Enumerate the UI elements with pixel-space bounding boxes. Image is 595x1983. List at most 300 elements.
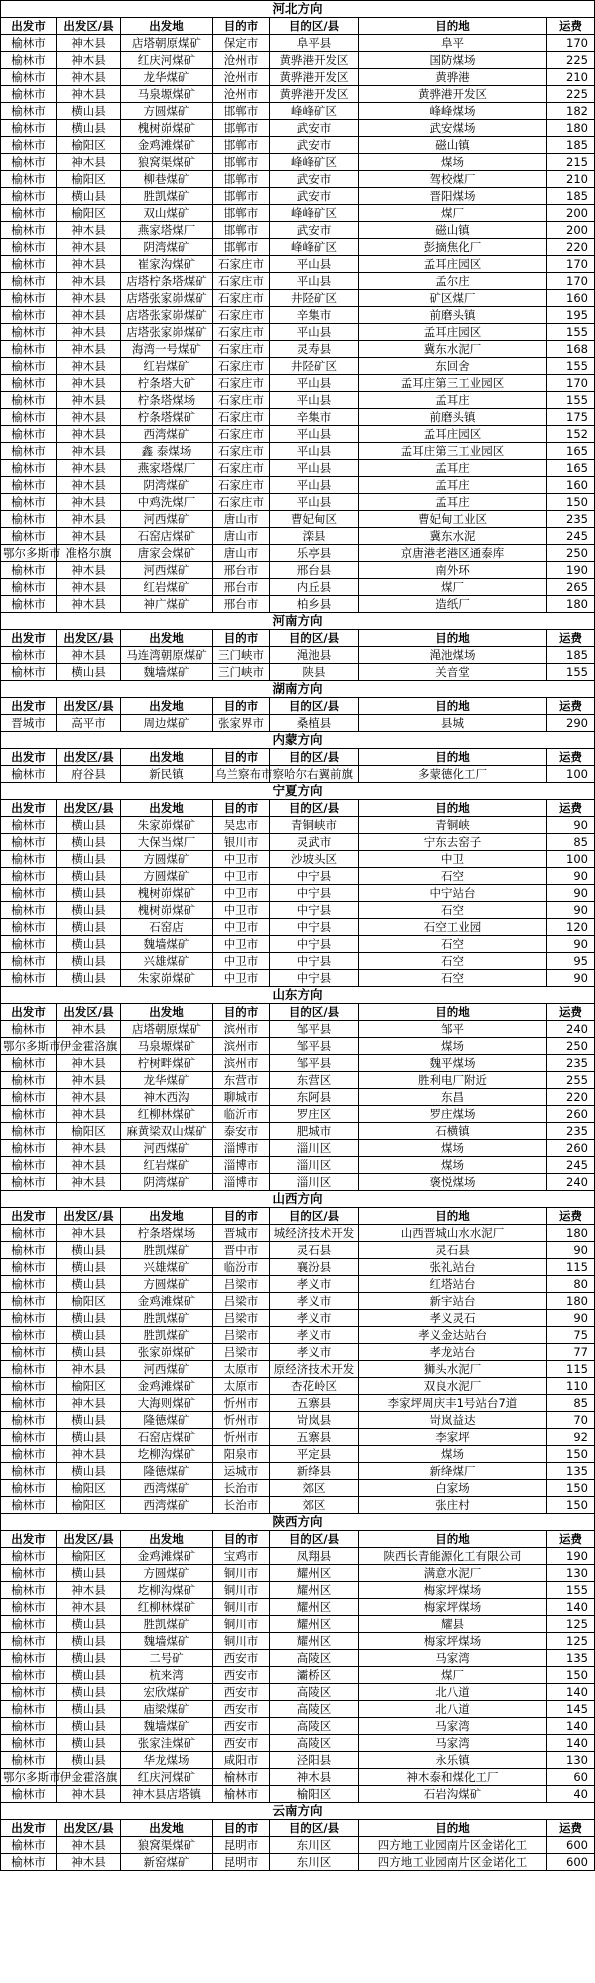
table-cell: 神木县 — [57, 1072, 121, 1089]
fee-cell: 200 — [547, 205, 595, 222]
table-cell: 高平市 — [57, 715, 121, 732]
fee-cell: 260 — [547, 1106, 595, 1123]
table-cell: 淄博市 — [213, 1174, 270, 1191]
table-cell: 张家峁煤矿 — [121, 1344, 213, 1361]
section-title-row — [1, 732, 595, 749]
table-row — [1, 273, 595, 290]
column-header: 出发区/县 — [57, 1004, 121, 1021]
header-row — [1, 1208, 595, 1225]
table-cell: 铜川市 — [213, 1616, 270, 1633]
table-cell: 新绛煤厂 — [359, 1463, 547, 1480]
table-cell: 榆林市 — [1, 1293, 57, 1310]
table-cell: 晋城市 — [1, 715, 57, 732]
table-row — [1, 494, 595, 511]
table-cell: 井陉矿区 — [270, 358, 359, 375]
table-cell: 榆林市 — [1, 477, 57, 494]
table-cell: 石家庄市 — [213, 477, 270, 494]
table-cell: 黄骅港开发区 — [270, 69, 359, 86]
column-header: 运费 — [547, 630, 595, 647]
table-cell: 西安市 — [213, 1701, 270, 1718]
column-header: 出发地 — [121, 749, 213, 766]
table-cell: 横山县 — [57, 1429, 121, 1446]
table-cell: 中宁县 — [270, 936, 359, 953]
table-cell: 榆林市 — [1, 1684, 57, 1701]
table-row — [1, 1548, 595, 1565]
section-title: 陕西方向 — [1, 1514, 595, 1531]
table-cell: 红岩煤矿 — [121, 1157, 213, 1174]
table-cell: 榆林市 — [1, 868, 57, 885]
table-cell: 沧州市 — [213, 69, 270, 86]
fee-cell: 182 — [547, 103, 595, 120]
table-cell: 北八道 — [359, 1701, 547, 1718]
table-cell: 方圆煤矿 — [121, 1276, 213, 1293]
table-cell: 邯郸市 — [213, 137, 270, 154]
table-cell: 南外环 — [359, 562, 547, 579]
table-cell: 煤厂 — [359, 579, 547, 596]
table-cell: 鄂尔多斯市 — [1, 1038, 57, 1055]
table-cell: 长治市 — [213, 1497, 270, 1514]
table-row — [1, 1497, 595, 1514]
table-cell: 永乐镇 — [359, 1752, 547, 1769]
table-cell: 魏墙煤矿 — [121, 664, 213, 681]
fee-cell: 140 — [547, 1718, 595, 1735]
table-cell: 榆林市 — [1, 1650, 57, 1667]
table-cell: 横山县 — [57, 1752, 121, 1769]
table-cell: 孝义灵石 — [359, 1310, 547, 1327]
table-row — [1, 1242, 595, 1259]
table-cell: 榆林市 — [1, 307, 57, 324]
fee-cell: 180 — [547, 1293, 595, 1310]
table-cell: 平山县 — [270, 392, 359, 409]
table-cell: 榆林市 — [213, 1786, 270, 1803]
table-cell: 榆林市 — [1, 1123, 57, 1140]
table-cell: 吕梁市 — [213, 1293, 270, 1310]
table-cell: 神木泰和煤化工厂 — [359, 1769, 547, 1786]
table-cell: 横山县 — [57, 851, 121, 868]
table-cell: 石家庄市 — [213, 256, 270, 273]
fee-cell: 155 — [547, 664, 595, 681]
table-row — [1, 579, 595, 596]
table-cell: 孝义金达站台 — [359, 1327, 547, 1344]
table-cell: 泾阳县 — [270, 1752, 359, 1769]
table-cell: 张礼站台 — [359, 1259, 547, 1276]
table-cell: 中卫市 — [213, 885, 270, 902]
fee-cell: 245 — [547, 528, 595, 545]
fee-cell: 90 — [547, 868, 595, 885]
table-cell: 神木县 — [57, 1786, 121, 1803]
table-cell: 神木县 — [57, 528, 121, 545]
table-cell: 二号矿 — [121, 1650, 213, 1667]
table-row — [1, 1038, 595, 1055]
fee-cell: 235 — [547, 511, 595, 528]
table-cell: 榆林市 — [1, 205, 57, 222]
table-cell: 黄骅港 — [359, 69, 547, 86]
fee-cell: 152 — [547, 426, 595, 443]
table-cell: 横山县 — [57, 1667, 121, 1684]
table-cell: 冀东水泥厂 — [359, 341, 547, 358]
table-row — [1, 324, 595, 341]
table-cell: 龙华煤矿 — [121, 69, 213, 86]
table-cell: 渑池县 — [270, 647, 359, 664]
table-cell: 邯郸市 — [213, 239, 270, 256]
table-cell: 狼窝渠煤矿 — [121, 1837, 213, 1854]
column-header: 目的地 — [359, 18, 547, 35]
table-cell: 伊金霍洛旗 — [57, 1769, 121, 1786]
table-cell: 马家湾 — [359, 1735, 547, 1752]
table-cell: 峰峰煤场 — [359, 103, 547, 120]
table-cell: 宏欣煤矿 — [121, 1684, 213, 1701]
table-row — [1, 1123, 595, 1140]
table-cell: 原经济技术开发 — [270, 1361, 359, 1378]
fee-cell: 140 — [547, 1684, 595, 1701]
table-cell: 孟耳庄 — [359, 477, 547, 494]
table-cell: 河西煤矿 — [121, 562, 213, 579]
table-row — [1, 1769, 595, 1786]
fee-cell: 85 — [547, 834, 595, 851]
table-cell: 孝义市 — [270, 1344, 359, 1361]
table-cell: 神木县 — [57, 647, 121, 664]
table-cell: 淄川区 — [270, 1140, 359, 1157]
table-row — [1, 35, 595, 52]
table-cell: 关音堂 — [359, 664, 547, 681]
column-header: 运费 — [547, 1531, 595, 1548]
table-cell: 冀东水泥 — [359, 528, 547, 545]
fee-cell: 150 — [547, 1480, 595, 1497]
table-cell: 咸阳市 — [213, 1752, 270, 1769]
table-cell: 榆林市 — [1, 69, 57, 86]
table-cell: 西湾煤矿 — [121, 1497, 213, 1514]
table-cell: 磁山镇 — [359, 137, 547, 154]
table-cell: 武安市 — [270, 222, 359, 239]
column-header: 出发市 — [1, 630, 57, 647]
table-row — [1, 1616, 595, 1633]
fee-cell: 95 — [547, 953, 595, 970]
table-cell: 横山县 — [57, 1633, 121, 1650]
table-cell: 红柳林煤矿 — [121, 1599, 213, 1616]
table-cell: 魏墙煤矿 — [121, 1633, 213, 1650]
table-cell: 神木县 — [57, 1089, 121, 1106]
column-header: 目的地 — [359, 1531, 547, 1548]
table-cell: 唐山市 — [213, 511, 270, 528]
column-header: 目的区/县 — [270, 1004, 359, 1021]
table-cell: 石家庄市 — [213, 324, 270, 341]
table-row — [1, 1684, 595, 1701]
table-cell: 泰安市 — [213, 1123, 270, 1140]
table-row — [1, 970, 595, 987]
table-cell: 榆林市 — [1, 35, 57, 52]
table-cell: 新窑煤矿 — [121, 1854, 213, 1871]
table-cell: 陕西长青能源化工有限公司 — [359, 1548, 547, 1565]
table-cell: 榆林市 — [1, 953, 57, 970]
table-cell: 宁东去窑子 — [359, 834, 547, 851]
table-cell: 榆阳区 — [57, 137, 121, 154]
table-cell: 横山县 — [57, 1242, 121, 1259]
table-cell: 榆林市 — [1, 324, 57, 341]
table-cell: 柠树畔煤矿 — [121, 1055, 213, 1072]
table-cell: 中卫市 — [213, 970, 270, 987]
table-cell: 神木县 — [57, 1157, 121, 1174]
table-cell: 张家洼煤矿 — [121, 1735, 213, 1752]
table-cell: 孟耳庄 — [359, 494, 547, 511]
table-row — [1, 511, 595, 528]
table-cell: 武安市 — [270, 171, 359, 188]
table-cell: 神木县 — [57, 1225, 121, 1242]
table-cell: 横山县 — [57, 1463, 121, 1480]
table-cell: 石窑店煤矿 — [121, 1429, 213, 1446]
table-cell: 华龙煤场 — [121, 1752, 213, 1769]
table-cell: 乌兰察布市察哈尔右翼前旗 — [213, 766, 270, 783]
table-cell: 东阿县 — [270, 1089, 359, 1106]
fee-cell: 215 — [547, 154, 595, 171]
table-cell: 城经济技术开发 — [270, 1225, 359, 1242]
table-row — [1, 1106, 595, 1123]
table-cell: 唐家会煤矿 — [121, 545, 213, 562]
table-cell: 平山县 — [270, 460, 359, 477]
table-cell: 罗庄煤场 — [359, 1106, 547, 1123]
table-cell: 淄川区 — [270, 1157, 359, 1174]
table-cell: 石空 — [359, 936, 547, 953]
column-header: 运费 — [547, 1004, 595, 1021]
table-cell: 榆林市 — [1, 1446, 57, 1463]
section-title: 河南方向 — [1, 613, 595, 630]
table-row — [1, 851, 595, 868]
table-cell: 店塔柠条塔煤矿 — [121, 273, 213, 290]
table-row — [1, 239, 595, 256]
fee-cell: 160 — [547, 290, 595, 307]
table-cell: 乐亭县 — [270, 545, 359, 562]
column-header: 目的区/县 — [270, 800, 359, 817]
fee-cell: 240 — [547, 1174, 595, 1191]
table-cell: 柳巷煤矿 — [121, 171, 213, 188]
table-cell: 平山县 — [270, 273, 359, 290]
table-cell: 石家庄市 — [213, 443, 270, 460]
table-cell: 石家庄市 — [213, 426, 270, 443]
table-cell: 西安市 — [213, 1667, 270, 1684]
table-cell: 府谷县 — [57, 766, 121, 783]
table-cell: 神木县 — [57, 1140, 121, 1157]
fee-cell: 168 — [547, 341, 595, 358]
column-header: 出发地 — [121, 800, 213, 817]
table-row — [1, 188, 595, 205]
table-cell: 神木西沟 — [121, 1089, 213, 1106]
column-header: 目的市 — [213, 1820, 270, 1837]
table-row — [1, 1667, 595, 1684]
column-header: 目的地 — [359, 630, 547, 647]
table-cell: 曹妃甸区 — [270, 511, 359, 528]
table-cell: 榆林市 — [1, 290, 57, 307]
table-cell: 国防煤场 — [359, 52, 547, 69]
table-cell: 郊区 — [270, 1480, 359, 1497]
table-cell: 横山县 — [57, 885, 121, 902]
table-row — [1, 358, 595, 375]
table-cell: 孝龙站台 — [359, 1344, 547, 1361]
table-cell: 四方地工业园南片区金诺化工 — [359, 1837, 547, 1854]
table-cell: 横山县 — [57, 970, 121, 987]
table-cell: 石空 — [359, 970, 547, 987]
table-cell: 邢台市 — [213, 596, 270, 613]
table-row — [1, 1701, 595, 1718]
table-cell: 店塔张家峁煤矿 — [121, 290, 213, 307]
table-cell: 邹平县 — [270, 1038, 359, 1055]
table-cell: 西湾煤矿 — [121, 426, 213, 443]
table-cell: 横山县 — [57, 1684, 121, 1701]
table-cell: 圪柳沟煤矿 — [121, 1582, 213, 1599]
table-cell: 榆林市 — [1, 137, 57, 154]
table-cell: 横山县 — [57, 188, 121, 205]
table-cell: 方圆煤矿 — [121, 1565, 213, 1582]
table-cell: 忻州市 — [213, 1429, 270, 1446]
table-cell: 东昌 — [359, 1089, 547, 1106]
table-cell: 横山县 — [57, 817, 121, 834]
table-cell: 金鸡滩煤矿 — [121, 1293, 213, 1310]
fee-cell: 225 — [547, 86, 595, 103]
table-cell: 槐树峁煤矿 — [121, 120, 213, 137]
table-cell: 白家场 — [359, 1480, 547, 1497]
table-cell: 耀州区 — [270, 1582, 359, 1599]
table-cell: 店塔张家峁煤矿 — [121, 324, 213, 341]
table-cell: 横山县 — [57, 664, 121, 681]
table-row — [1, 596, 595, 613]
table-cell: 沧州市 — [213, 52, 270, 69]
table-cell: 隆德煤矿 — [121, 1412, 213, 1429]
table-cell: 平定县 — [270, 1446, 359, 1463]
section-title: 山东方向 — [1, 987, 595, 1004]
table-cell: 峰峰矿区 — [270, 154, 359, 171]
section-title: 湖南方向 — [1, 681, 595, 698]
column-header: 目的市 — [213, 630, 270, 647]
table-cell: 中鸡洗煤厂 — [121, 494, 213, 511]
table-cell: 榆林市 — [1, 902, 57, 919]
fee-cell: 155 — [547, 358, 595, 375]
column-header: 出发区/县 — [57, 1820, 121, 1837]
fee-cell: 100 — [547, 766, 595, 783]
column-header: 目的地 — [359, 1004, 547, 1021]
fee-cell: 90 — [547, 1242, 595, 1259]
table-row — [1, 715, 595, 732]
table-cell: 中宁站台 — [359, 885, 547, 902]
table-cell: 沙坡头区 — [270, 851, 359, 868]
column-header: 目的市 — [213, 749, 270, 766]
column-header: 目的市 — [213, 1004, 270, 1021]
table-cell: 孟尔庄 — [359, 273, 547, 290]
table-row — [1, 1854, 595, 1871]
table-cell: 孟耳庄第三工业园区 — [359, 443, 547, 460]
table-cell: 榆林市 — [1, 817, 57, 834]
table-cell: 阜平 — [359, 35, 547, 52]
table-cell: 神木县 — [270, 1769, 359, 1786]
fee-cell: 235 — [547, 1123, 595, 1140]
header-row — [1, 1820, 595, 1837]
table-row — [1, 1837, 595, 1854]
fee-cell: 245 — [547, 1157, 595, 1174]
table-cell: 忻州市 — [213, 1395, 270, 1412]
table-cell: 肥城市 — [270, 1123, 359, 1140]
fee-cell: 170 — [547, 35, 595, 52]
table-row — [1, 307, 595, 324]
fee-cell: 40 — [547, 1786, 595, 1803]
header-row — [1, 630, 595, 647]
table-cell: 中宁县 — [270, 970, 359, 987]
table-cell: 横山县 — [57, 953, 121, 970]
table-cell: 榆林市 — [1, 579, 57, 596]
table-cell: 榆林市 — [1, 1701, 57, 1718]
table-cell: 横山县 — [57, 120, 121, 137]
column-header: 运费 — [547, 698, 595, 715]
fee-cell: 210 — [547, 171, 595, 188]
table-cell: 神木县 — [57, 1837, 121, 1854]
section-title-row — [1, 783, 595, 800]
fee-cell: 90 — [547, 817, 595, 834]
table-cell: 榆林市 — [1, 1327, 57, 1344]
table-cell: 鄂尔多斯市 — [1, 1769, 57, 1786]
fee-cell: 600 — [547, 1854, 595, 1871]
section-title-row — [1, 613, 595, 630]
fee-cell: 150 — [547, 1497, 595, 1514]
table-cell: 神木县 — [57, 69, 121, 86]
table-cell: 神木县 — [57, 35, 121, 52]
fee-cell: 150 — [547, 1446, 595, 1463]
table-row — [1, 953, 595, 970]
table-cell: 胜凯煤矿 — [121, 1327, 213, 1344]
fee-cell: 77 — [547, 1344, 595, 1361]
table-cell: 邯郸市 — [213, 120, 270, 137]
table-cell: 罗庄区 — [270, 1106, 359, 1123]
table-cell: 胜利电厂附近 — [359, 1072, 547, 1089]
table-cell: 榆林市 — [1, 1667, 57, 1684]
fee-cell: 100 — [547, 851, 595, 868]
fee-cell: 195 — [547, 307, 595, 324]
table-cell: 武安市 — [270, 188, 359, 205]
table-cell: 矿区煤厂 — [359, 290, 547, 307]
table-cell: 神木县 — [57, 375, 121, 392]
table-cell: 内丘县 — [270, 579, 359, 596]
section-title: 云南方向 — [1, 1803, 595, 1820]
table-cell: 燕家塔煤厂 — [121, 460, 213, 477]
table-cell: 榆阳区 — [270, 1786, 359, 1803]
table-cell: 榆林市 — [1, 103, 57, 120]
table-cell: 岢岚益达 — [359, 1412, 547, 1429]
table-row — [1, 1140, 595, 1157]
table-row — [1, 1565, 595, 1582]
column-header: 目的市 — [213, 1208, 270, 1225]
table-row — [1, 834, 595, 851]
table-cell: 神木县 — [57, 256, 121, 273]
fee-cell: 90 — [547, 970, 595, 987]
table-cell: 榆林市 — [1, 1072, 57, 1089]
section-title-row — [1, 987, 595, 1004]
table-cell: 曹妃甸工业区 — [359, 511, 547, 528]
table-cell: 榆林市 — [1, 1276, 57, 1293]
table-cell: 石空 — [359, 868, 547, 885]
table-cell: 满意水泥厂 — [359, 1565, 547, 1582]
table-cell: 孝义市 — [270, 1276, 359, 1293]
table-cell: 煤场 — [359, 1140, 547, 1157]
fee-cell: 210 — [547, 69, 595, 86]
table-cell: 阳泉市 — [213, 1446, 270, 1463]
table-row — [1, 1735, 595, 1752]
fee-cell: 135 — [547, 1463, 595, 1480]
table-cell: 梅家坪煤场 — [359, 1599, 547, 1616]
table-cell: 榆林市 — [1, 1752, 57, 1769]
table-cell: 黄骅港开发区 — [359, 86, 547, 103]
table-cell: 榆林市 — [1, 1140, 57, 1157]
fee-cell: 130 — [547, 1752, 595, 1769]
fee-cell: 225 — [547, 52, 595, 69]
table-row — [1, 868, 595, 885]
table-cell: 阴湾煤矿 — [121, 477, 213, 494]
column-header: 出发区/县 — [57, 1208, 121, 1225]
table-cell: 邹平县 — [270, 1021, 359, 1038]
